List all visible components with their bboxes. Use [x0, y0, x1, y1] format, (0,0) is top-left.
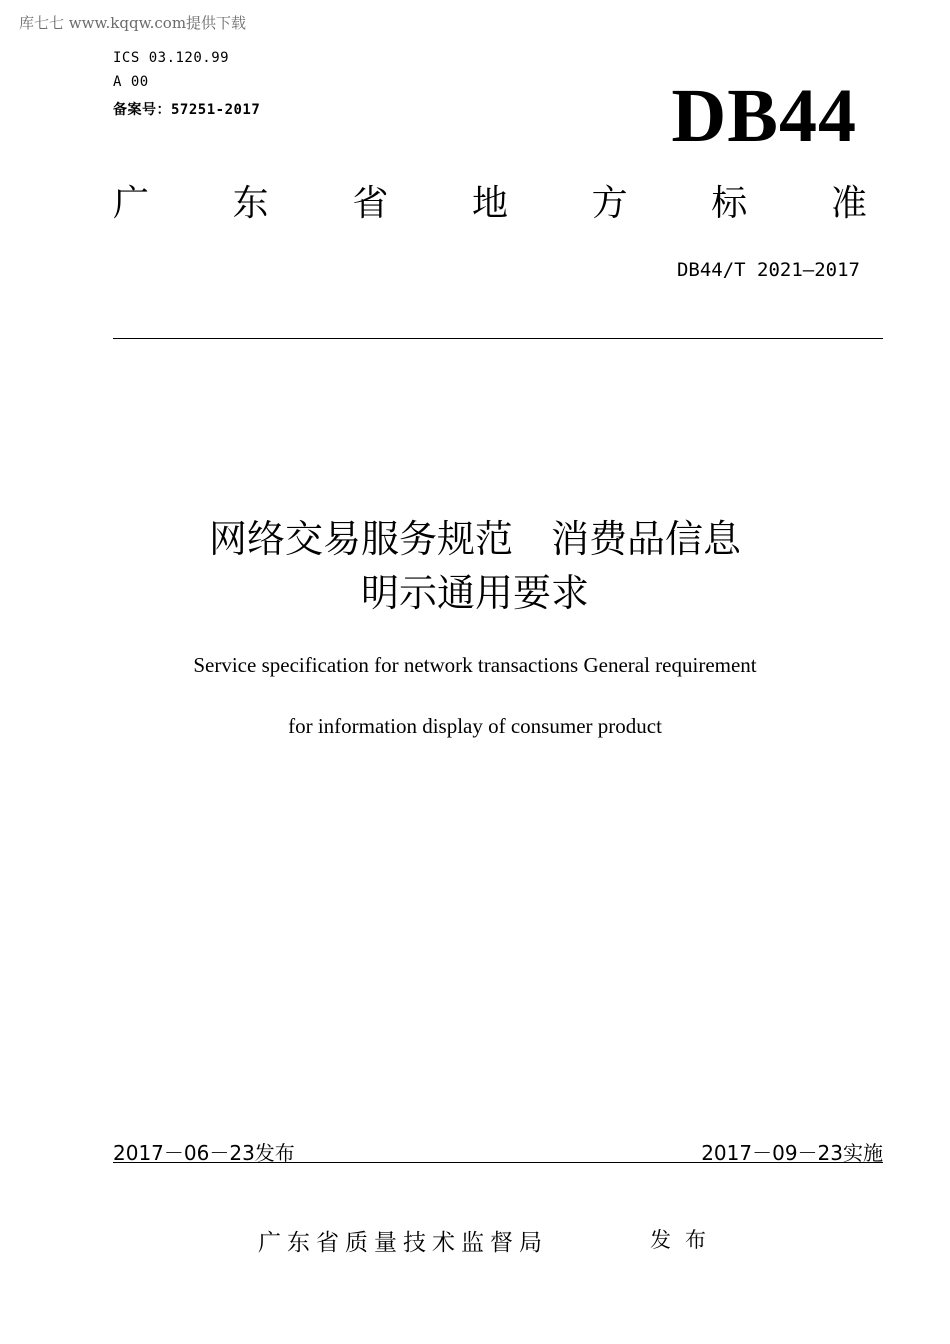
db-mark: DB44 [671, 74, 857, 158]
title-zh-line1: 网络交易服务规范 消费品信息 [208, 517, 741, 561]
standard-type-char: 省 [352, 183, 389, 224]
issuing-authority: 广东省质量技术监督局 [258, 1230, 548, 1256]
standard-type-char: 方 [591, 183, 628, 224]
standard-type-char: 地 [471, 183, 508, 224]
standard-type-char: 广 [113, 183, 150, 224]
issue-date: 2017－06－23发布 [113, 1141, 295, 1165]
standard-type-heading [113, 183, 867, 224]
effective-date: 2017－09－23实施 [701, 1141, 883, 1165]
standard-type-char: 准 [830, 183, 867, 224]
header-divider [113, 338, 883, 339]
standard-number: DB44/T 2021—2017 [676, 259, 860, 281]
title-en-line2: for information display of consumer product [288, 714, 662, 738]
title-zh-line2: 明示通用要求 [360, 571, 589, 615]
standard-type-char: 标 [711, 183, 748, 224]
title-en-line1: Service specification for network transactions General requirement [193, 653, 757, 677]
footer-divider [113, 1162, 883, 1163]
classification-code: A 00 [113, 74, 149, 90]
publish-label: 发布 [650, 1228, 720, 1252]
standard-type-char: 东 [232, 183, 269, 224]
ics-code: ICS 03.120.99 [113, 50, 230, 66]
record-number: 备案号：57251-2017 [113, 102, 261, 118]
watermark-text: 库七七 www.kqqw.com提供下载 [19, 14, 247, 32]
